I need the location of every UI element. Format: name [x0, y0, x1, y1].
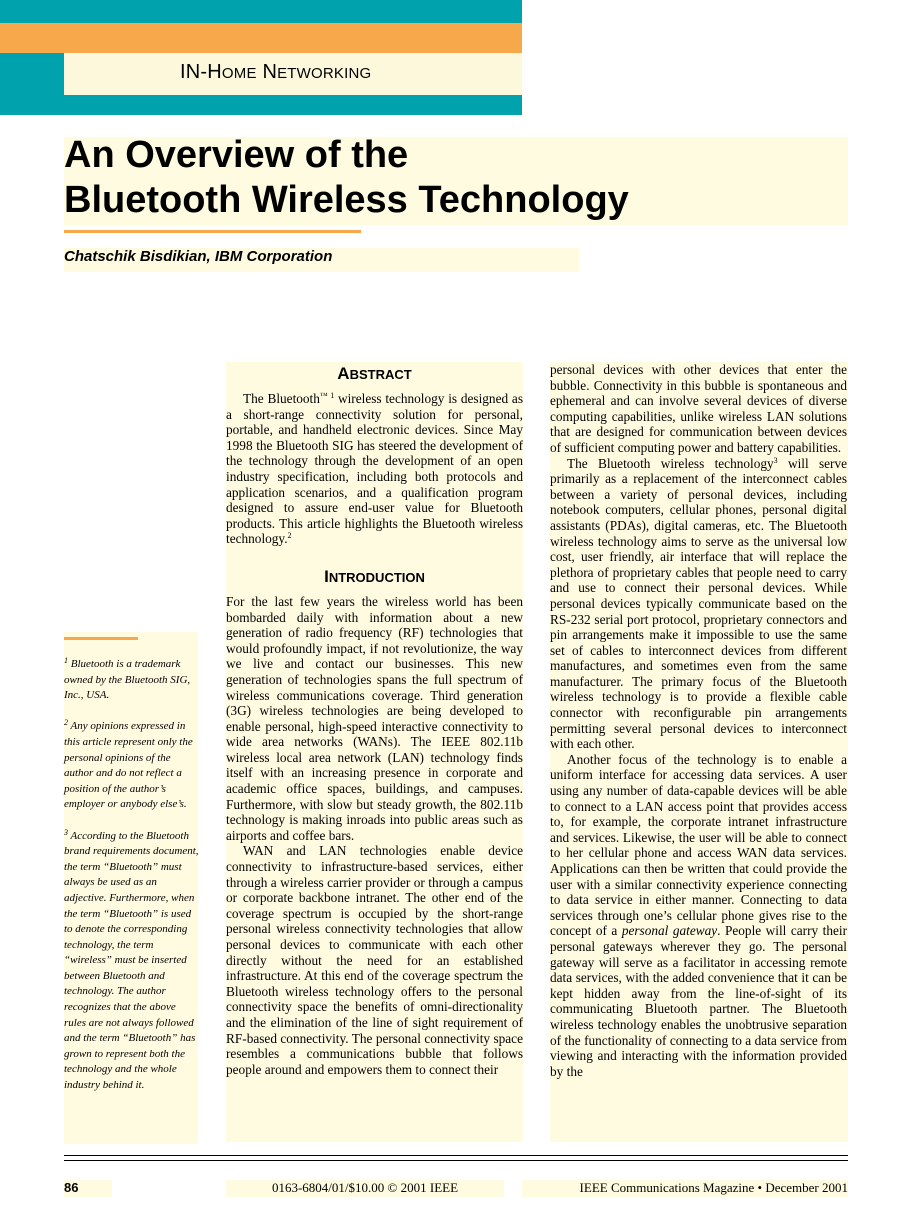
trademark-marker: ™ 1 [319, 391, 335, 400]
intro-paragraph-1: For the last few years the wireless world has been bombarded daily with information about a new generation of radio frequency (RF) technologies that would profoundly impact, if not revolutionize, the way we live and contact our businesses. This new generation of technologies spans the full spectrum of wireless communications coverage. Third generation (3G) wireless technologies are being developed to enable personal, high-speed interactive connectivity to wide area networks (WANs). The IEEE 802.11b wireless local area network (LAN) technology finds itself with an increasing presence in corporate and academic office spaces, buildings, and campuses. Furthermore, with slow but steady growth, the 802.11b technology is making inroads into public areas such as airports and coffee bars. [226, 593, 523, 843]
article-title [64, 133, 629, 223]
author-line: Chatschik Bisdikian, IBM Corporation [64, 248, 333, 265]
footnotes [64, 657, 200, 1109]
header-band-orange [0, 23, 522, 53]
abstract-paragraph: The Bluetooth$^{™ 1}$ wireless technology is designed as a short-range connectivity solution for personal, portable, and handheld electronic devices. Since May 1998 the Bluetooth SIG has steered the development of the technology through the development of an open industry specification, including both protocols and application scenarios, and a qualification program designed to assure end-user value for Bluetooth products. This article highlights the Bluetooth wireless technology.$^2$ [226, 391, 523, 547]
journal-line: IEEE Communications Magazine • December 2001 [579, 1180, 848, 1195]
section-label: IN-HOME NETWORKING [180, 61, 372, 83]
title-line-2: Bluetooth Wireless Technology [64, 179, 629, 221]
col2-paragraph-1: personal devices with other devices that enter the bubble. Connectivity in this bubble is spontaneous and ephemeral and can involve several devices of diverse computing capabilities, unlike wireless LAN solutions that are designed for communication between devices of sufficient computing power and battery capabilities. [550, 362, 847, 455]
title-rule [64, 230, 361, 233]
body-column-1 [226, 362, 523, 1077]
abstract-heading: ABSTRACT [337, 364, 412, 383]
footnote-ref-2: 2 [287, 531, 292, 541]
footnotes-rule [64, 637, 138, 640]
footer-rule-top [64, 1155, 848, 1156]
intro-paragraph-2: WAN and LAN technologies enable device connectivity to infrastructure-based services, either through a wireless carrier provider or through a campus or corporate backbone intranet. The other end of the coverage spectrum is occupied by the short-range personal wireless connectivity technologies that allow personal devices to communicate with each other directly without the need for an established infrastructure. At this end of the coverage spectrum the Bluetooth wireless technology offers to the personal connectivity space the benefits of omni-directionality and the elimination of the line of sight requirement of RF-based connectivity. The personal connectivity space resembles a communications bubble that follows people around and empowers them to connect their [226, 843, 523, 1077]
col2-paragraph-2: The Bluetooth wireless technology$^3$ will serve primarily as a replacement of the interconnect cables between a variety of personal devices, including notebook computers, cellular phones, personal digital assistants (PDAs), digital cameras, etc. The Bluetooth wireless technology aims to serve as the universal low cost, user friendly, air interface that will replace the plethora of proprietary cables that people need to carry and use to connect their personal devices. While personal devices typically communicate based on the RS-232 serial port protocol, proprietary connectors and pin arrangements make it impossible to use the same set of cables to interconnect devices from different manufactures, and sometimes even from the same manufacturer. The primary focus of the Bluetooth wireless technology is to provide a flexible cable connector with reconfigurable pin arrangements permitting several personal devices to interconnect with each other. [550, 455, 848, 752]
footnote-3: $^3$ According to the Bluetooth brand requirements document, the term “Bluetooth” must always be used as an adjective. Furthermore, when the term “Bluetooth” is used to denote the corresponding technology, the term “wireless” must be inserted between Bluetooth and technology. The author recognizes that the above rules are not always followed and the term “Bluetooth” has grown to represent both the technology and the whole industry behind it. [64, 827, 199, 1092]
body-column-2 [550, 362, 847, 1079]
title-line-1: An Overview of the [64, 134, 409, 176]
footnote-2: $^2$ Any opinions expressed in this article represent only the personal opinions of the author and do not reflect a position of the author’s employer or anybody else’s. [64, 718, 193, 811]
col2-paragraph-3: Another focus of the technology is to enable a uniform interface for accessing data services. A user using any number of data-capable devices will be able to connect to a LAN access point that provides access to, for example, the corporate intranet infrastructure and services. Likewise, the user will be able to connect to her cellular phone and access WAN data services. Applications can then be written that could provide the user with a similar connectivity experience connecting to data service in either manner. Connecting to data services through one’s cellular phone gives rise to the concept of a personal gateway. People will carry their personal gateways wherever they go. The personal gateway will serve as a facilitator in accessing remote data services, with the added convenience that it can be kept hidden away from the line-of-sight of its communicating Bluetooth partner. The Bluetooth wireless technology enables the unobtrusive separation of the functionality of connecting to a data service from viewing and interacting with the information provided by the [550, 751, 847, 1079]
footnote-1: $^1$ Bluetooth is a trademark owned by the Bluetooth SIG, Inc., USA. [64, 656, 191, 702]
copyright-line: 0163-6804/01/$10.00 © 2001 IEEE [271, 1180, 459, 1195]
page-number: 86 [64, 1180, 79, 1195]
footnote-ref-3: 3 [773, 455, 778, 465]
introduction-heading: INTRODUCTION [324, 566, 425, 586]
footer-rule-bottom [64, 1160, 848, 1161]
personal-gateway-term: personal gateway [621, 923, 718, 939]
